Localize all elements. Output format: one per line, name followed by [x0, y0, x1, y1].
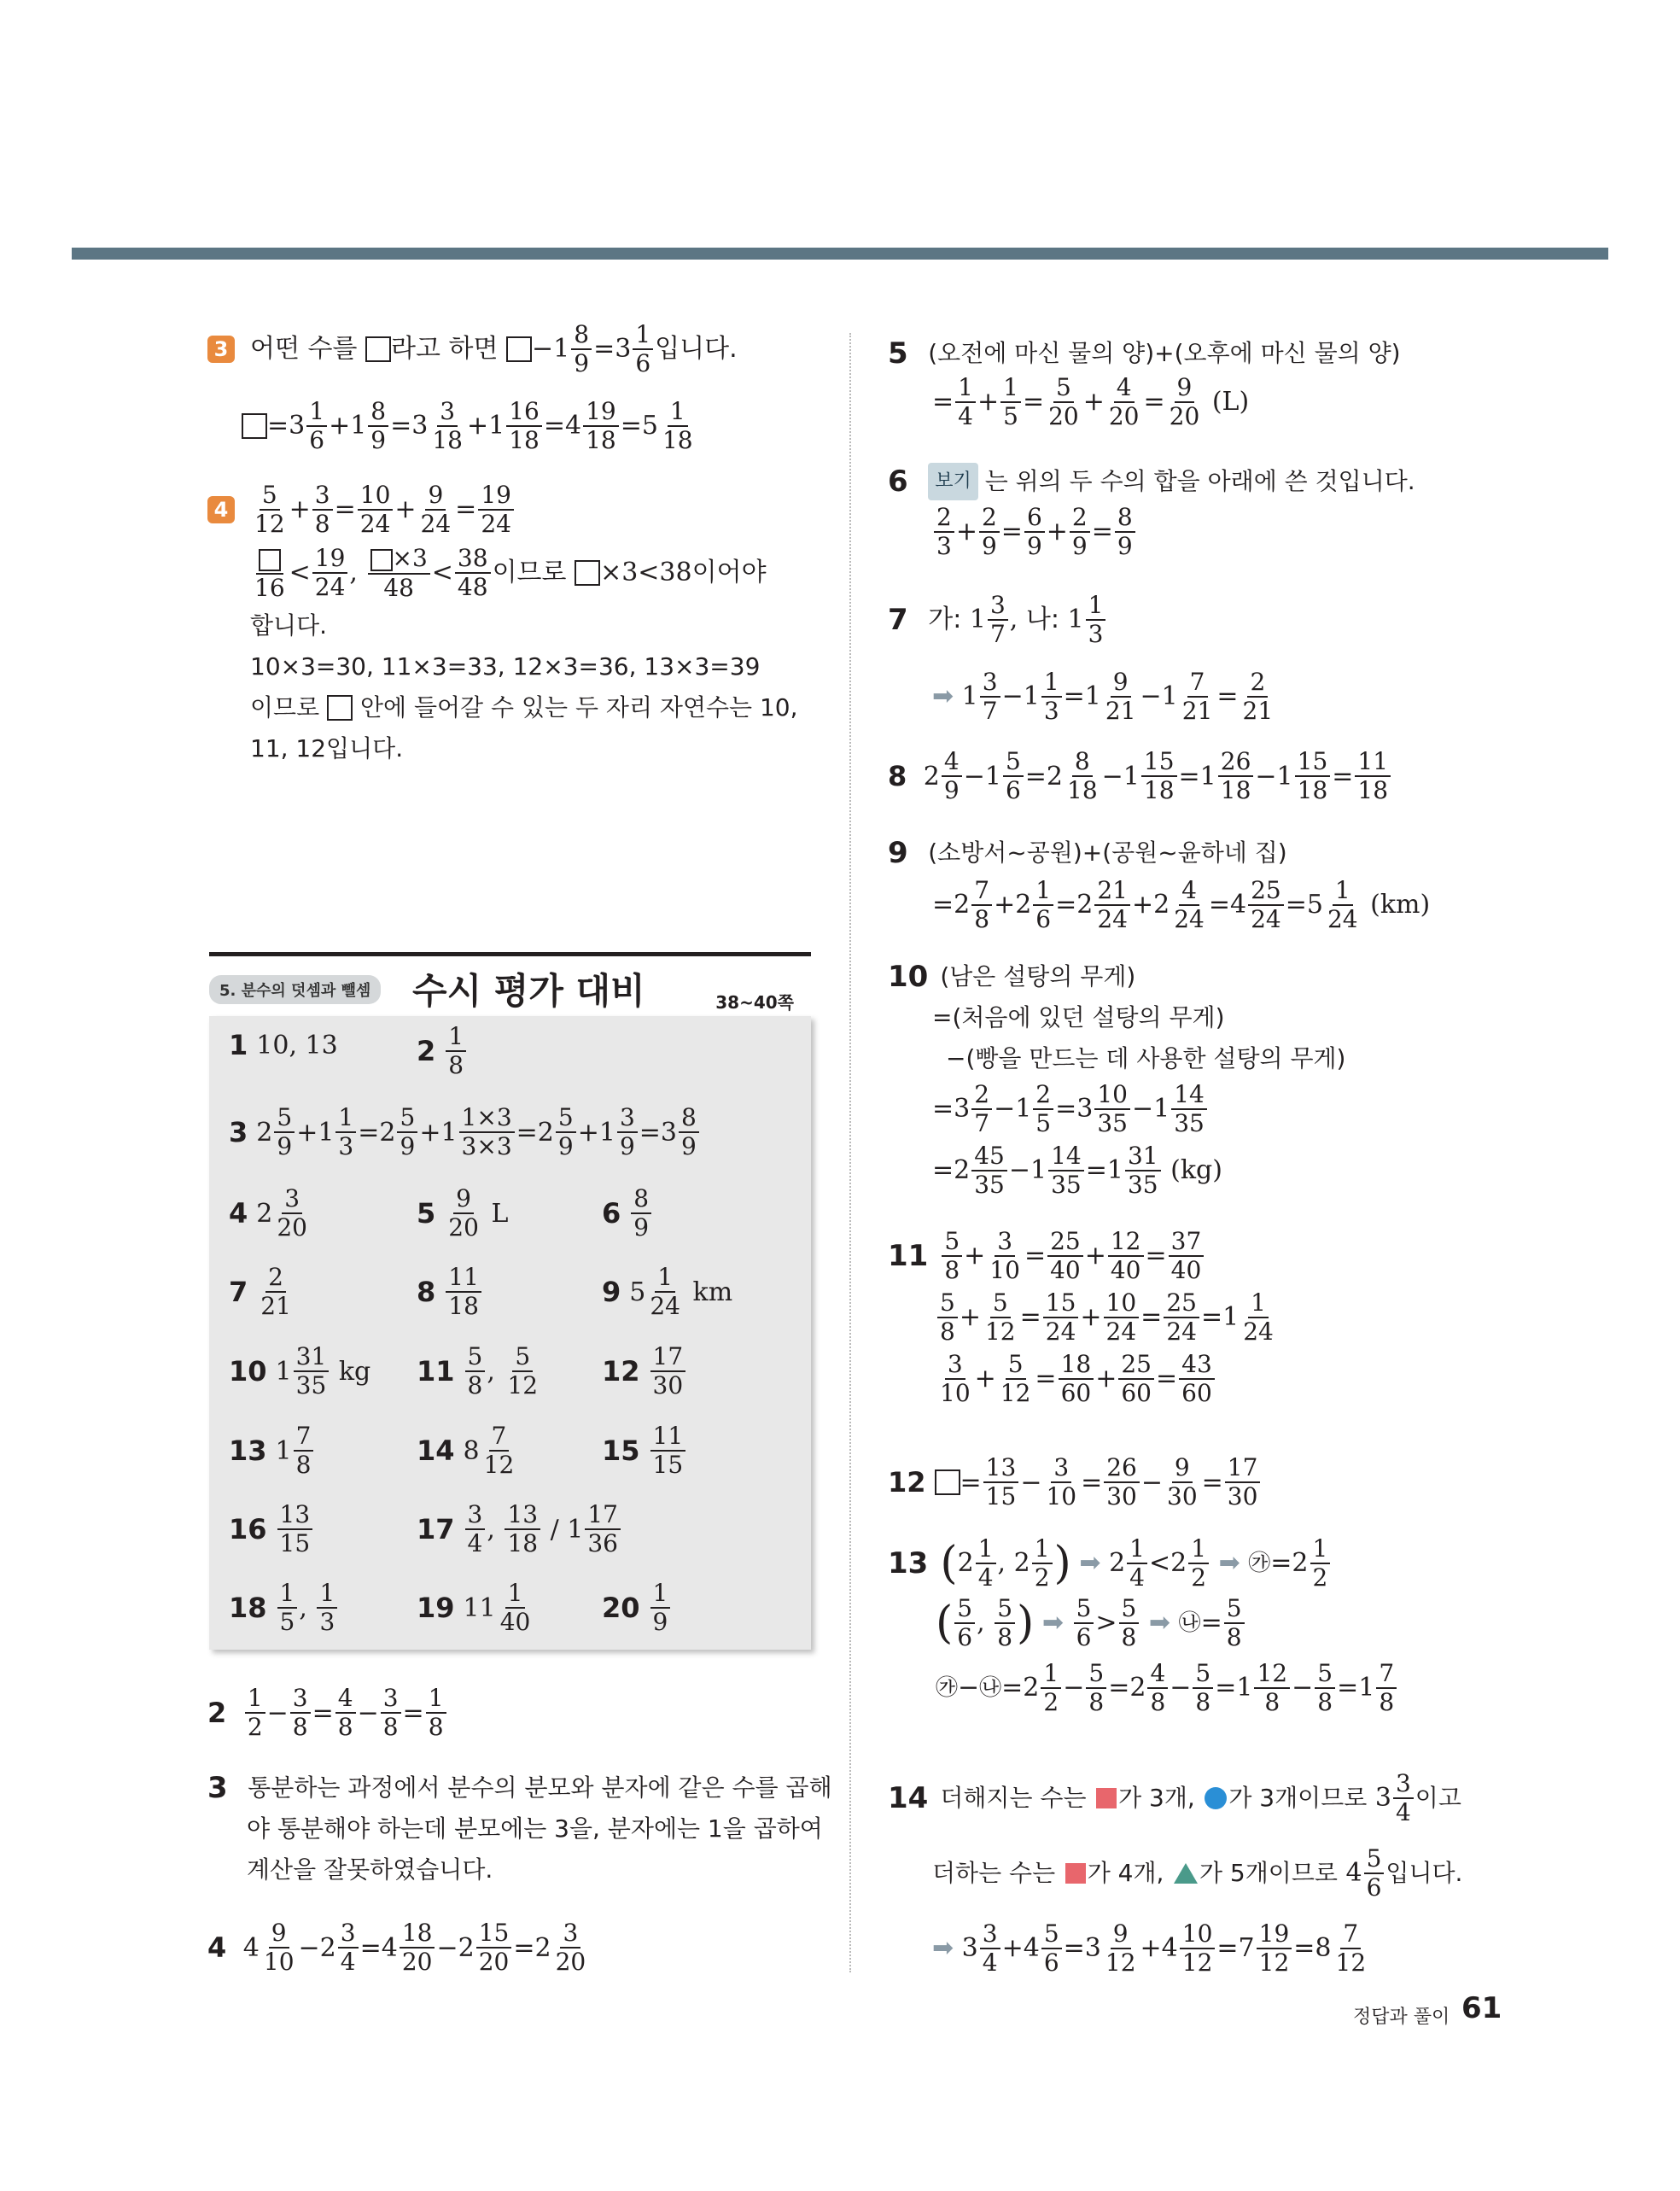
arrow-icon: ➡	[932, 1933, 954, 1963]
text: 가 4개,	[1087, 1859, 1164, 1887]
text: 11, 12입니다.	[250, 733, 404, 762]
answer-4: 4 2 $\frac{3}{20}$	[229, 1184, 307, 1242]
text: 계산을 잘못하였습니다.	[247, 1855, 493, 1884]
text: 어떤 수를	[250, 334, 358, 364]
solution-9: 9 (소방서~공원)+(공원~윤하네 집) =2 $\frac{7}{8}$ +2 $\frac{1}{6}$ =2 $\frac{21}{24}$ +2 $\frac{4}{24}$ =4 $\frac{25}{24}$ =5 $\frac{1}{24}$ (km)	[888, 833, 1430, 932]
answer-6: 6 $\frac{8}{9}$	[602, 1187, 653, 1240]
answer-16: 16 $\frac{13}{15}$	[229, 1503, 314, 1556]
answer-17: 17 $\frac{3}{4}$ , $\frac{13}{18}$ / 1 $\frac{17}{36}$	[417, 1503, 622, 1556]
text: 이므로	[250, 692, 320, 722]
solution-14: 14 더해지는 수는 가 3개, 가 3개이므로 3 $\frac{3}{4}$ 이고 더하는 수는 가 4개, 가 5개이므로 4 $\frac{5}{6}$ 입니다. ➡ 3 $\frac{3}{4}$ +4 $\frac{5}{6}$ =3 $\frac{9}{12}$ +4 $\frac{10}{12}$ =7 $\frac{19}{12}$ =8 $\frac{7}{12}$	[888, 1769, 1463, 1977]
solution-12: 12 = $\frac{13}{15}$ − $\frac{3}{10}$ = $\frac{26}{30}$ − $\frac{9}{30}$ = $\frac{17}{30}$	[888, 1456, 1262, 1509]
text: (오전에 마신 물의 양)+(오후에 마신 물의 양)	[928, 339, 1401, 367]
answer-9: 9 5 $\frac{1}{24}$ km	[602, 1263, 733, 1320]
text: =(처음에 있던 설탕의 무게)	[932, 1003, 1225, 1031]
text: 입니다.	[655, 334, 738, 364]
separator: /	[550, 1514, 559, 1545]
solution-4: 4 4 $\frac{9}{10}$ −2 $\frac{3}{4}$ =4 $\frac{18}{20}$ −2 $\frac{15}{20}$ =2 $\frac{3}{20}$	[207, 1919, 586, 1976]
answer-7: 7 $\frac{2}{21}$	[229, 1263, 291, 1320]
problem-badge: 3	[207, 336, 235, 363]
text: −(빵을 만드는 데 사용한 설탕의 무게)	[946, 1044, 1346, 1072]
answer-13: 13 1 $\frac{7}{8}$	[229, 1424, 315, 1477]
solution-11: 11 $\frac{5}{8}$ + $\frac{3}{10}$ = $\frac{25}{40}$ + $\frac{12}{40}$ = $\frac{37}{40}$ $\frac{5}{8}$ + $\frac{5}{12}$ = $\frac{15}{24}$ + $\frac{10}{24}$ = $\frac{25}{24}$ =1 $\frac{1}{24}$ $\frac{3}{10}$ + $\frac{5}{12}$ = $\frac{18}{60}$ + $\frac{25}{60}$ = $\frac{43}{60}$	[888, 1227, 1274, 1407]
arrow-icon: ➡	[1148, 1608, 1171, 1638]
problem-4: 4 $\frac{5}{12}$ + $\frac{3}{8}$ = $\frac{10}{24}$ + $\frac{9}{24}$ = $\frac{19}{24}$ 16 < $\frac{19}{24}$ , $\frac{\times 3}{48}$ < $\frac{38}{48}$ 이므로 ×3<38 이어야 합니다. 10×3=30, 11×3=33, 12×3=36, 13×3=39 이므로 안에 들어갈 수 있는 두 자리 자연수는 10, 11, 12입니다.	[207, 483, 798, 769]
text: 안에 들어갈 수 있는 두 자리 자연수는 10,	[359, 692, 798, 722]
unit: (L)	[1211, 387, 1250, 417]
text: ㉮	[936, 1675, 959, 1701]
column-divider	[849, 333, 851, 1972]
footer-label: 정답과 풀이	[1353, 2007, 1450, 2028]
blank-box	[242, 413, 267, 439]
text: 10×3=30, 11×3=33, 12×3=36, 13×3=39	[250, 651, 761, 681]
text: 합니다.	[250, 611, 328, 640]
unit: (km)	[1370, 890, 1431, 920]
blank-box	[506, 336, 532, 362]
unit: (kg)	[1170, 1155, 1222, 1185]
arrow-icon: ➡	[932, 681, 954, 711]
blank-box	[327, 695, 353, 721]
text: 더하는 수는	[932, 1859, 1056, 1887]
answer-15: 15 $\frac{11}{15}$	[602, 1424, 687, 1477]
summary-header	[209, 952, 811, 1013]
solution-6: 6 보기 는 위의 두 수의 합을 아래에 쓴 것입니다. $\frac{2}{3}$ + $\frac{2}{9}$ = $\frac{6}{9}$ + $\frac{2}{9}$ = $\frac{8}{9}$	[888, 461, 1415, 558]
text: 가 5개이므로	[1199, 1859, 1338, 1887]
arrow-icon: ➡	[1041, 1608, 1065, 1638]
text: ㉮	[1248, 1551, 1271, 1576]
text: 10, 13	[256, 1030, 338, 1060]
text: 더해지는 수는	[940, 1784, 1087, 1812]
text: ㉯	[979, 1675, 1002, 1701]
text: 가:	[928, 605, 962, 634]
text: 는 위의 두 수의 합을 아래에 쓴 것입니다.	[984, 467, 1415, 495]
text: (소방서~공원)+(공원~윤하네 집)	[928, 838, 1287, 867]
text: 라고 하면	[391, 334, 499, 364]
text: 나:	[1025, 605, 1059, 634]
blank-box	[575, 560, 600, 586]
red-square-icon	[1096, 1788, 1117, 1808]
solution-3: 3 통분하는 과정에서 분수의 분모와 분자에 같은 수를 곱해 야 통분해야 하는데 분모에는 3을, 분자에는 1을 곱하여 계산을 잘못하였습니다.	[207, 1767, 832, 1890]
answer-10: 10 1 $\frac{31}{35}$ kg	[229, 1342, 371, 1399]
text: 통분하는 과정에서 분수의 분모와 분자에 같은 수를 곱해	[248, 1773, 832, 1802]
text: 야 통분해야 하는데 분모에는 3을, 분자에는 1을 곱하여	[247, 1814, 823, 1843]
answer-12: 12 $\frac{17}{30}$	[602, 1345, 687, 1398]
answer-14: 14 8 $\frac{7}{12}$	[417, 1422, 515, 1479]
page-range: 38~40쪽	[715, 992, 794, 1013]
solution-7: 7 가: 1 $\frac{3}{7}$ , 나: 1 $\frac{1}{3}$ ➡ 1 $\frac{3}{7}$ −1 $\frac{1}{3}$ =1 $\frac{9}{21}$ −1 $\frac{7}{21}$ = $\frac{2}{21}$	[888, 591, 1274, 725]
text: 입니다.	[1385, 1859, 1463, 1887]
answer-11: 11 $\frac{5}{8}$ , $\frac{5}{12}$	[417, 1342, 539, 1399]
solution-2: 2 $\frac{1}{2}$ − $\frac{3}{8}$ = $\frac{4}{8}$ − $\frac{3}{8}$ = $\frac{1}{8}$	[207, 1686, 448, 1739]
answer-5: 5 $\frac{9}{20}$ L	[417, 1184, 509, 1242]
answer-18: 18 $\frac{1}{5}$ , $\frac{1}{3}$	[229, 1581, 339, 1634]
solution-13: 13 ( 2 $\frac{1}{4}$ , 2 $\frac{1}{2}$ ) ➡ 2 $\frac{1}{4}$ <2 $\frac{1}{2}$ ➡ ㉮ =2 $\frac{1}{2}$ ( $\frac{5}{6}$ , $\frac{5}{8}$ ) ➡ $\frac{5}{6}$ > $\frac{5}{8}$ ➡ ㉯ = $\frac{5}{8}$ ㉮ − ㉯ =2 $\frac{1}{2}$ − $\frac{5}{8}$ =2 $\frac{4}{8}$ − $\frac{5}{8}$ =1 $\frac{12}{8}$ − $\frac{5}{8}$ =1 $\frac{7}{8}$	[888, 1537, 1398, 1715]
chapter-tag: 5. 분수의 덧셈과 뺄셈	[209, 975, 381, 1004]
text: 가 3개이므로	[1228, 1784, 1368, 1812]
text: 가 3개,	[1118, 1784, 1195, 1812]
blank-box	[935, 1469, 960, 1495]
solution-5: 5 (오전에 마신 물의 양)+(오후에 마신 물의 양) = $\frac{1}{4}$ + $\frac{1}{5}$ = $\frac{5}{20}$ + $\frac{4}{20}$ = $\frac{9}{20}$ (L)	[888, 333, 1401, 429]
text: (남은 설탕의 무게)	[940, 962, 1136, 990]
answer-8: 8 $\frac{11}{18}$	[417, 1265, 483, 1318]
arrow-icon: ➡	[1079, 1548, 1101, 1578]
solution-10: 10 (남은 설탕의 무게) =(처음에 있던 설탕의 무게) −(빵을 만드는 데 사용한 설탕의 무게) =3 $\frac{2}{7}$ −1 $\frac{2}{5}$ =3 $\frac{10}{35}$ −1 $\frac{14}{35}$ =2 $\frac{45}{35}$ −1 $\frac{14}{35}$ =1 $\frac{31}{35}$ (kg)	[888, 956, 1345, 1197]
blue-circle-icon	[1205, 1787, 1227, 1809]
answer-19: 19 11 $\frac{1}{40}$	[417, 1579, 531, 1636]
unit: L	[491, 1198, 509, 1229]
answer-20: 20 $\frac{1}{9}$	[602, 1581, 672, 1634]
text: 이고	[1415, 1784, 1461, 1812]
problem-3: 3 어떤 수를 라고 하면 −1 $\frac{8}{9}$ =3 $\frac{1}{6}$ 입니다. =3 $\frac{1}{6}$ +1 $\frac{8}{9}$ =3 $\frac{3}{18}$ +1 $\frac{16}{18}$ =4 $\frac{19}{18}$ =5 $\frac{1}{18}$	[207, 323, 738, 453]
top-bar	[72, 248, 1608, 260]
text: 이어야	[691, 558, 767, 588]
answer-3: 3 2 $\frac{5}{9}$ +1 $\frac{1}{3}$ =2 $\frac{5}{9}$ +1 $\frac{1\times 3}{3\times 3}$ =2 $\frac{5}{9}$ +1 $\frac{3}{9}$ =3 $\frac{8}{9}$	[229, 1106, 701, 1159]
answer-2: 2 $\frac{1}{8}$	[417, 1025, 468, 1078]
page-number: 61	[1461, 1991, 1502, 2025]
summary-title: 수시 평가 대비	[412, 970, 645, 1012]
text: 이므로	[492, 558, 567, 588]
example-label: 보기	[928, 463, 978, 500]
text: ㉯	[1178, 1610, 1201, 1636]
problem-badge: 4	[207, 496, 235, 523]
blank-box	[365, 336, 391, 362]
arrow-icon: ➡	[1218, 1548, 1240, 1578]
unit: kg	[338, 1356, 371, 1387]
answer-1: 1 10, 13	[229, 1029, 338, 1061]
green-triangle-icon	[1174, 1863, 1198, 1884]
unit: km	[692, 1277, 733, 1307]
red-square-icon	[1065, 1863, 1086, 1884]
solution-8: 8 2 $\frac{4}{9}$ −1 $\frac{5}{6}$ =2 $\frac{8}{18}$ −1 $\frac{15}{18}$ =1 $\frac{26}{18}$ −1 $\frac{15}{18}$ = $\frac{11}{18}$	[888, 750, 1392, 803]
